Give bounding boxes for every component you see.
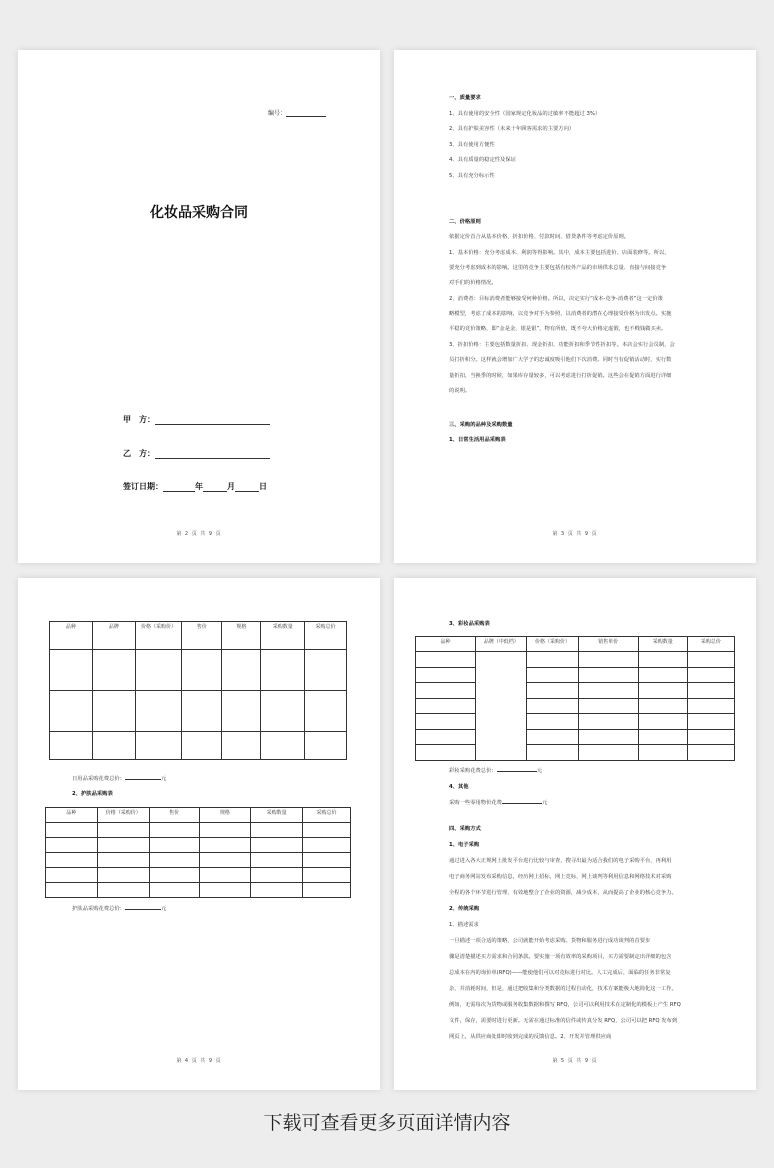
contract-cover-page (18, 50, 380, 563)
table-cell (92, 650, 135, 691)
party-a-label: 甲 方： (123, 415, 155, 424)
table-cell (527, 745, 578, 761)
body-line: 员打折积分。这样就会增加广大学子的忠诚度吸引他们下次消费。同时当有促销活动时，实行数 (449, 357, 672, 363)
table-cell (182, 691, 222, 732)
table-cell (527, 667, 578, 683)
table-cell (638, 683, 687, 699)
section-skincare-heading: 2、护肤品采购表 (72, 791, 113, 797)
skincare-total (72, 904, 166, 913)
skincare-total-label: 护肤品采购花费总价： (72, 906, 125, 912)
table-cell (135, 732, 182, 760)
contract-number-label: 编号： (268, 110, 287, 117)
section-heading: 一、质量要求 (449, 95, 481, 101)
table-row (416, 698, 735, 714)
daily-goods-total-blank (125, 774, 161, 780)
table-cell (687, 745, 734, 761)
table-cell (527, 683, 578, 699)
table-cell (578, 745, 638, 761)
body-line: 1、描述需求 (449, 922, 479, 928)
party-b-blank (155, 450, 270, 459)
table-header-cell: 价格（采购价） (527, 637, 578, 652)
skincare-table (45, 807, 351, 898)
download-hint-caption: 下载可查看更多页面详情内容 (263, 1112, 511, 1134)
table-cell (149, 838, 199, 853)
body-line: 要充分考虑到成本的影响。这里的竞争主要包括有校外产品的市场供求总量、直接与间接竞争 (449, 265, 667, 271)
party-b-row (123, 448, 270, 459)
table-cell (251, 838, 303, 853)
year-blank (163, 483, 195, 492)
skincare-total-blank (125, 904, 161, 910)
table-header-cell: 采购数量 (261, 622, 305, 650)
table-cell (251, 823, 303, 838)
table-cell (416, 667, 476, 683)
page-number: 第 2 页 共 9 页 (176, 531, 222, 537)
makeup-table (415, 636, 735, 761)
body-line: 全程的各个环节进行管理，有效地整合了企业的资源，减少成本，从而提高了企业的核心竞争力。 (449, 890, 677, 896)
table-cell (149, 823, 199, 838)
other-total (449, 798, 547, 807)
table-cell (527, 714, 578, 730)
table-row (416, 652, 735, 668)
table-cell (251, 868, 303, 883)
daily-goods-total-label: 日用品采购花费总价： (72, 776, 125, 782)
table-cell (149, 883, 199, 898)
body-line: 平稳的竞价策略，即“金是金，银是银”，物有所值，既不夸大价格定虚假，也不贱钱做买卖。 (449, 326, 667, 332)
table-cell (638, 652, 687, 668)
table-cell (638, 667, 687, 683)
page-number: 第 4 页 共 9 页 (176, 1058, 222, 1064)
table-row (416, 667, 735, 683)
table-cell (46, 838, 98, 853)
body-line: 4、具有质量的稳定性及保证 (449, 157, 516, 163)
table-cell (199, 853, 251, 868)
table-cell (261, 732, 305, 760)
section-makeup-heading: 3、彩妆品采购表 (449, 621, 490, 627)
body-line: 略模型，考虑了成本的影响，以竞争对手为参照，以消费者的潜在心理接受价格为出发点。实施 (449, 311, 672, 317)
body-line: 2、具有护肤美容性（未来十年顾客需求的主要方向） (449, 126, 575, 132)
table-cell (578, 729, 638, 745)
contract-page-4 (18, 578, 380, 1090)
table-row (46, 883, 351, 898)
table-cell (97, 883, 149, 898)
other-total-unit: 元 (541, 800, 548, 806)
contract-number-field (268, 108, 326, 117)
table-cell (199, 883, 251, 898)
table-cell (97, 853, 149, 868)
table-cell (92, 691, 135, 732)
body-line: 的说明。 (449, 388, 471, 394)
table-cell (416, 714, 476, 730)
table-cell (527, 698, 578, 714)
month-label: 月 (227, 482, 235, 491)
section-heading: 1、日常生活用品采购表 (449, 437, 506, 443)
table-cell (638, 714, 687, 730)
body-line: 文件，保存，需要时进行更新。无需在通过标准的信件或传真分发 RFQ，公司可以把 RFQ 发布到 (449, 1018, 678, 1024)
table-cell (199, 868, 251, 883)
table-cell (199, 838, 251, 853)
table-cell (261, 650, 305, 691)
table-cell (303, 853, 351, 868)
table-cell (46, 853, 98, 868)
daily-goods-total (72, 774, 166, 783)
body-line: 通过进入各大正规网上批发平台进行比较与审查，搜寻出最为适合我们的电子采购平台，再利用 (449, 858, 672, 864)
table-cell (97, 838, 149, 853)
body-line: 5、具有充分标示性 (449, 173, 495, 179)
table-header-cell: 采购数量 (638, 637, 687, 652)
table-header-cell: 售价 (182, 622, 222, 650)
table-header-cell: 价格（采购价） (135, 622, 182, 650)
table-cell (46, 868, 98, 883)
table-cell (303, 838, 351, 853)
daily-goods-total-unit: 元 (160, 776, 167, 782)
table-cell (46, 823, 98, 838)
table-header-cell: 售价 (149, 808, 199, 823)
table-header-cell: 采购数量 (251, 808, 303, 823)
table-cell (416, 745, 476, 761)
table-cell (578, 714, 638, 730)
table-cell (222, 691, 261, 732)
section-heading: 二、价格原则 (449, 219, 481, 225)
table-row (416, 683, 735, 699)
section-heading: 三、采购的品种及采购数量 (449, 422, 513, 428)
table-row (50, 732, 347, 760)
makeup-total-blank (497, 766, 537, 772)
body-line: 总成本在内的询价单(RFQ)——能使他们可以对竞标进行对比。人工完成后，面临的任务非常复 (449, 970, 671, 976)
contract-page-3 (394, 50, 756, 563)
skincare-total-unit: 元 (160, 906, 167, 912)
body-line: 网页上，从供应商处即时收到完成的反馈信息。2、开发并管理供应商 (449, 1034, 612, 1040)
table-header-cell: 价格（采购价） (97, 808, 149, 823)
table-cell (50, 650, 93, 691)
table-cell (46, 883, 98, 898)
table-cell (476, 652, 527, 761)
makeup-total-unit: 元 (536, 768, 542, 774)
table-cell (251, 853, 303, 868)
table-cell (303, 883, 351, 898)
year-label: 年 (195, 482, 203, 491)
table-row (50, 691, 347, 732)
table-row (416, 745, 735, 761)
table-cell (687, 714, 734, 730)
party-b-label: 乙 方： (123, 449, 155, 458)
table-cell (305, 732, 347, 760)
body-line: 2、消费者：目标消费者能够接受何种价格。所以，决定实行“成本-竞争-消费者”这一定价策 (449, 296, 663, 302)
table-cell (50, 732, 93, 760)
table-header-cell: 品牌 (92, 622, 135, 650)
table-row (46, 838, 351, 853)
body-line: 电子商务网站发布采购信息，经历网上招标，网上竞标，网上谈判等利用信息和网络技术对采购 (449, 874, 672, 880)
body-line: 骤是清楚描述买方需求和合同条款。要实施一项有效率的采购项目，买方需要制定出详细的包含 (449, 954, 672, 960)
table-header-cell: 采购总价 (303, 808, 351, 823)
table-header-cell: 采购总价 (687, 637, 734, 652)
table-cell (50, 691, 93, 732)
table-row (46, 853, 351, 868)
body-line: 一旦描述一项合适的策略，公司就能开始考虑采购。货物和服务进行成功谈判的首要步 (449, 938, 651, 944)
table-cell (687, 729, 734, 745)
table-cell (687, 683, 734, 699)
sign-date-row (123, 481, 267, 492)
table-cell (638, 745, 687, 761)
table-cell (416, 683, 476, 699)
table-cell (687, 698, 734, 714)
sign-date-label: 签订日期： (123, 482, 163, 491)
table-cell (222, 732, 261, 760)
body-line: 1、具有使用的安全性（国家规定化妆品的过敏率不能超过 3%） (449, 111, 601, 117)
table-row (416, 714, 735, 730)
table-header-cell: 规格 (222, 622, 261, 650)
section-heading: 2、传统采购 (449, 906, 480, 912)
table-cell (578, 683, 638, 699)
page-number: 第 3 页 共 9 页 (552, 531, 598, 537)
page-number: 第 5 页 共 9 页 (552, 1058, 598, 1064)
table-header-cell: 品种 (416, 637, 476, 652)
body-line: 1、基本价格：充分考虑成本、利润等得影响。其中，成本主要包括进价、店面装修等。所以， (449, 250, 670, 256)
table-row (46, 868, 351, 883)
body-line: 依据定价首合从基本价格、折扣价格、付款时间、借贷条件等考虑定价原则。 (449, 234, 630, 240)
table-cell (416, 698, 476, 714)
table-cell (687, 652, 734, 668)
table-cell (303, 823, 351, 838)
table-cell (527, 729, 578, 745)
table-cell (416, 652, 476, 668)
table-cell (149, 868, 199, 883)
table-cell (222, 650, 261, 691)
table-cell (638, 698, 687, 714)
table-cell (416, 729, 476, 745)
body-line: 3、具有使用方便性 (449, 142, 495, 148)
table-cell (305, 691, 347, 732)
table-header-cell: 品种 (46, 808, 98, 823)
table-cell (687, 667, 734, 683)
page-title: 化妆品采购合同 (150, 205, 248, 221)
body-line: 量折扣，当换季的时候，如果库存量较多，可以考虑进行打折促销。这些会在促销方面进行详细 (449, 373, 672, 379)
table-row (46, 823, 351, 838)
body-line: 对手们的价格情况。 (449, 280, 497, 286)
contract-number-blank (286, 110, 326, 117)
table-cell (92, 732, 135, 760)
table-cell (135, 650, 182, 691)
day-label: 日 (259, 482, 267, 491)
body-line: 杂，并消耗时间，但是，通过把收集和分类数据的过程自动化，技术方案能极大地简化这一工作。 (449, 986, 677, 992)
table-cell (578, 652, 638, 668)
other-total-blank (502, 798, 542, 804)
month-blank (203, 483, 227, 492)
table-cell (135, 691, 182, 732)
body-line: 3、折扣价格：主要包括数量折扣、现金折扣、功能折扣和季节性折扣等。本店会实行会员制，会 (449, 342, 675, 348)
table-header-cell: 规格 (199, 808, 251, 823)
section-heading: 四、采购方式 (449, 826, 481, 832)
party-a-blank (155, 416, 270, 425)
table-cell (149, 853, 199, 868)
table-row (50, 650, 347, 691)
contract-page-5 (394, 578, 756, 1090)
table-cell (578, 698, 638, 714)
daily-goods-table (49, 621, 347, 760)
section-heading: 1、电子采购 (449, 842, 480, 848)
makeup-total-label: 彩妆采购花费总价： (449, 768, 497, 774)
other-total-label: 采购一些零用物价花费 (449, 800, 502, 806)
table-cell (303, 868, 351, 883)
party-a-row (123, 414, 270, 425)
table-header-cell: 销售单价 (578, 637, 638, 652)
table-cell (638, 729, 687, 745)
table-cell (305, 650, 347, 691)
day-blank (235, 483, 259, 492)
section-other-heading: 4、其他 (449, 784, 469, 790)
table-cell (97, 823, 149, 838)
makeup-total (449, 766, 542, 775)
table-row (416, 729, 735, 745)
body-line: 例如，无需每次为货物或服务收集数据和撰写 RFQ，公司可以利用技术在定制化的模板上产生 RFQ (449, 1002, 681, 1008)
table-cell (261, 691, 305, 732)
table-header-cell: 品种 (50, 622, 93, 650)
table-cell (199, 823, 251, 838)
table-cell (182, 732, 222, 760)
table-header-cell: 品牌（中低档） (476, 637, 527, 652)
table-header-cell: 采购总价 (305, 622, 347, 650)
table-cell (578, 667, 638, 683)
table-cell (251, 883, 303, 898)
table-cell (527, 652, 578, 668)
table-cell (182, 650, 222, 691)
table-cell (97, 868, 149, 883)
